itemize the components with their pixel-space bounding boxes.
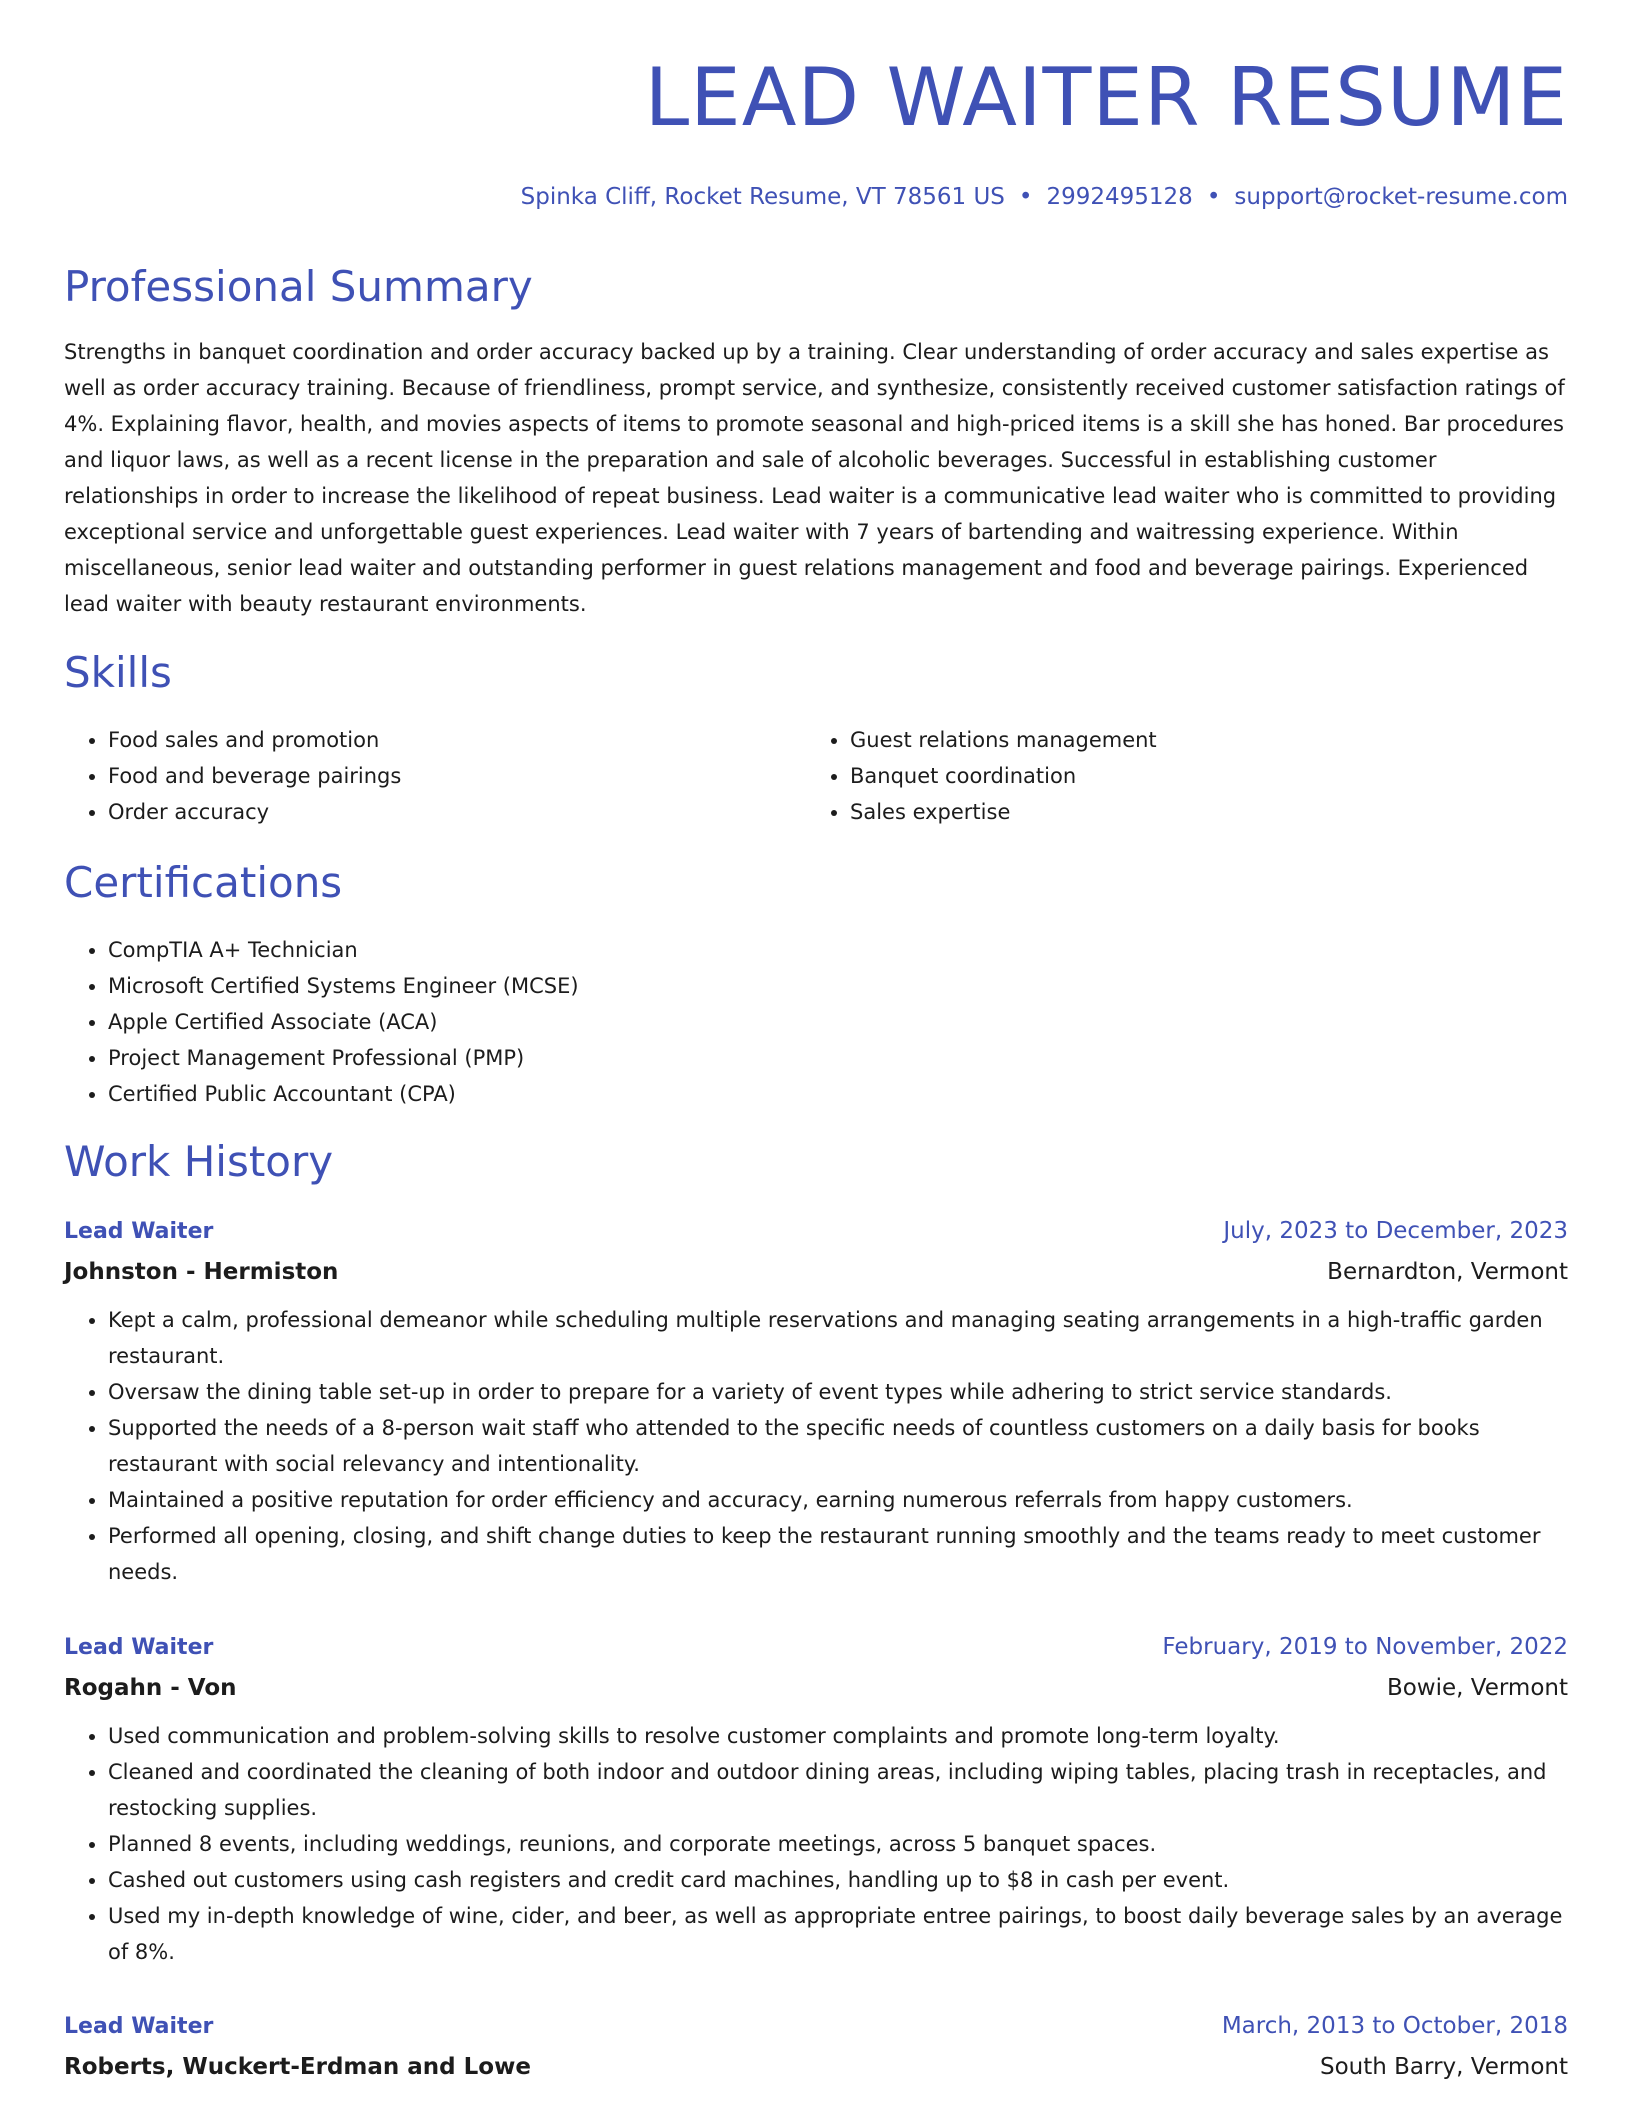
certification-item: • Apple Certified Associate (ACA) — [108, 1004, 579, 1040]
job-duty: • Performed all opening, closing, and shift change duties to keep the restaurant running smoothly and the teams ready to meet customer needs. — [108, 1518, 1568, 1590]
job-header-row — [64, 1627, 1568, 1668]
job-duty: • Used my in-depth knowledge of wine, cider, and beer, as well as appropriate entree pairings, to boost daily beverage sales by an average of 8%. — [108, 1898, 1568, 1970]
certifications-heading: Certifications — [64, 858, 343, 907]
job-location: South Barry, Vermont — [1320, 2054, 1568, 2080]
certification-item: • CompTIA A+ Technician — [108, 932, 579, 968]
job-dates: February, 2019 to November, 2022 — [1162, 1634, 1568, 1660]
job-duty: • Used communication and problem-solving skills to resolve customer complaints and promote long-term loyalty. — [108, 1718, 1568, 1754]
job-company: Rogahn - Von — [64, 1675, 237, 1701]
contact-separator: • — [1206, 184, 1221, 210]
job-title: Lead Waiter — [64, 1635, 214, 1660]
resume-title: LEAD WAITER RESUME — [644, 51, 1568, 144]
skill-item: • Food sales and promotion — [108, 722, 401, 758]
job-entry — [64, 2006, 1568, 2087]
skill-item: • Order accuracy — [108, 794, 401, 830]
job-duty: • Cleaned and coordinated the cleaning of both indoor and outdoor dining areas, including wiping tables, placing trash in receptacles, and restocking supplies. — [108, 1754, 1568, 1826]
job-entry — [64, 1627, 1568, 1970]
skills-column-right — [806, 722, 1157, 830]
job-header-row — [64, 1211, 1568, 1252]
certifications-block — [64, 932, 579, 1112]
job-entry — [64, 1211, 1568, 1590]
contact-separator: • — [1018, 184, 1033, 210]
job-duties-list — [64, 1718, 1568, 1970]
certification-item: • Microsoft Certified Systems Engineer (MCSE) — [108, 968, 579, 1004]
skill-item: • Food and beverage pairings — [108, 758, 401, 794]
job-duty: • Supported the needs of a 8-person wait staff who attended to the specific needs of countless customers on a daily basis for books restaurant with social relevancy and intentionality. — [108, 1410, 1568, 1482]
work-history-heading: Work History — [64, 1137, 334, 1186]
job-duty: • Maintained a positive reputation for order efficiency and accuracy, earning numerous referrals from happy customers. — [108, 1482, 1568, 1518]
contact-email: support@rocket-resume.com — [1234, 184, 1568, 210]
certification-item: • Certified Public Accountant (CPA) — [108, 1076, 579, 1112]
skills-list-left — [64, 722, 401, 830]
job-dates: March, 2013 to October, 2018 — [1221, 2013, 1568, 2039]
job-duty: • Kept a calm, professional demeanor while scheduling multiple reservations and managing seating arrangements in a high-traffic garden restaurant. — [108, 1302, 1568, 1374]
job-company-row — [64, 2047, 1568, 2087]
job-location: Bernardton, Vermont — [1327, 1259, 1568, 1285]
contact-line — [521, 180, 1568, 214]
certification-item: • Project Management Professional (PMP) — [108, 1040, 579, 1076]
skills-list-right — [806, 722, 1157, 830]
skill-item: • Banquet coordination — [850, 758, 1157, 794]
job-dates: July, 2023 to December, 2023 — [1223, 1218, 1568, 1244]
job-duty: • Cashed out customers using cash registers and credit card machines, handling up to $8 in cash per event. — [108, 1862, 1568, 1898]
job-title: Lead Waiter — [64, 2014, 214, 2039]
job-company: Roberts, Wuckert-Erdman and Lowe — [64, 2054, 531, 2080]
certifications-list — [64, 932, 579, 1112]
job-location: Bowie, Vermont — [1386, 1675, 1568, 1701]
job-company-row — [64, 1668, 1568, 1708]
contact-phone: 2992495128 — [1046, 184, 1193, 210]
job-duties-list — [64, 1302, 1568, 1590]
job-duty: • Planned 8 events, including weddings, reunions, and corporate meetings, across 5 banquet spaces. — [108, 1826, 1568, 1862]
contact-address: Spinka Cliff, Rocket Resume, VT 78561 US — [520, 184, 1005, 210]
summary-text: Strengths in banquet coordination and order accuracy backed up by a training. Clear understanding of order accuracy and sales expertise as well as order accuracy training. Because of friendliness, prompt service, and synthesize, consistently received customer satisfaction ratings of 4%. Explaining flavor, health, and movies aspects of items to promote seasonal and high-priced items is a skill she has honed. Bar procedures and liquor laws, as well as a recent license in the preparation and sale of alcoholic beverages. Successful in establishing customer relationships in order to increase the likelihood of repeat business. Lead waiter is a communicative lead waiter who is committed to providing exceptional service and unforgettable guest experiences. Lead waiter with 7 years of bartending and waitressing experience. Within miscellaneous, senior lead waiter and outstanding performer in guest relations management and food and beverage pairings. Experienced lead waiter with beauty restaurant environments. — [64, 340, 1565, 616]
skills-heading: Skills — [64, 648, 172, 697]
job-duty: • Oversaw the dining table set-up in order to prepare for a variety of event types while adhering to strict service standards. — [108, 1374, 1568, 1410]
job-company: Johnston - Hermiston — [64, 1259, 339, 1285]
skill-item: • Guest relations management — [850, 722, 1157, 758]
skill-item: • Sales expertise — [850, 794, 1157, 830]
job-title: Lead Waiter — [64, 1219, 214, 1244]
job-company-row — [64, 1252, 1568, 1292]
skills-column-left — [64, 722, 401, 830]
job-header-row — [64, 2006, 1568, 2047]
summary-heading: Professional Summary — [64, 262, 533, 311]
